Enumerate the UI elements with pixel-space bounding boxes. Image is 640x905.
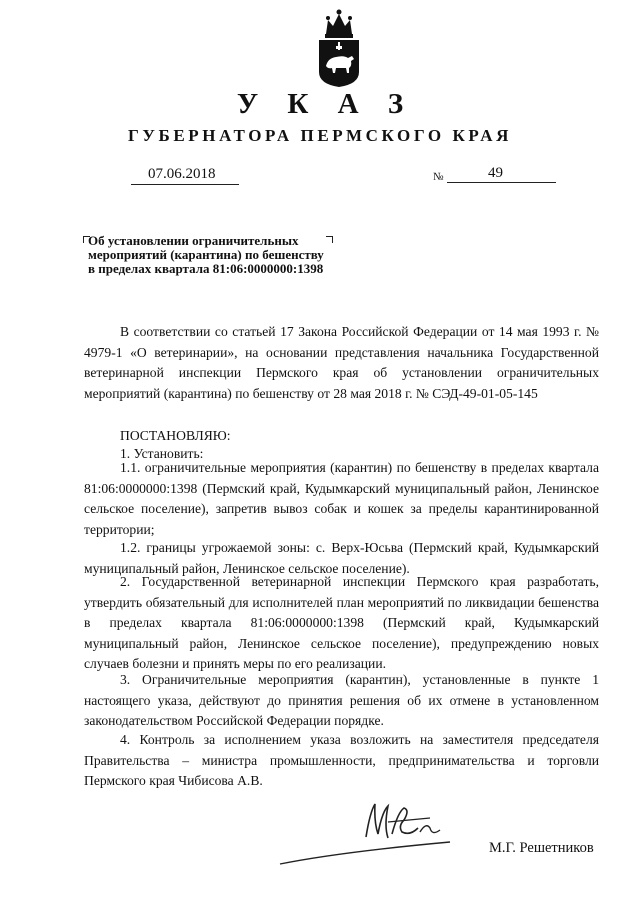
coat-of-arms-icon: [316, 6, 362, 88]
intro-paragraph: В соответствии со статьей 17 Закона Российской Федерации от 14 мая 1993 г. № 4979-1 «О ветеринарии», на основании представления начальника Государственной ветеринарной инспекции Пермского края об установлении ограничительных мероприятий (карантина) по бешенству от 28 мая 2018 г. № СЭД-49-01-05-145: [84, 324, 599, 401]
paragraph-1-2: 1.2. границы угрожаемой зоны: с. Верх-Юсьва (Пермский край, Кудымкарский муниципальный район, Ленинское сельское поселение).: [84, 540, 599, 576]
handwritten-signature-icon: [270, 792, 460, 874]
document-date: 07.06.2018: [148, 166, 216, 182]
decree-word: ПОСТАНОВЛЯЮ:: [120, 428, 231, 443]
paragraph-4: 4. Контроль за исполнением указа возложить на заместителя председателя Правительства – министра промышленности, предпринимательства и торговли Пермского края Чибисова А.В.: [84, 732, 599, 789]
number-underline: [447, 182, 556, 183]
subject-line: мероприятий (карантина) по бешенству: [88, 247, 324, 262]
document-title: У К А З: [236, 88, 415, 120]
subject-line: в пределах квартала 81:06:0000000:1398: [88, 261, 324, 276]
paragraph-3: 3. Ограничительные мероприятия (карантин), установленные в пункте 1 настоящего указа, действуют до принятия решения об их отмене в установленном законодательством Российской Федерации порядке.: [84, 672, 599, 729]
document-number: 49: [488, 165, 503, 181]
paragraph-1: 1. Установить:: [120, 446, 204, 461]
document-subject: [88, 234, 324, 276]
number-sign: №: [433, 171, 444, 183]
subject-line: Об установлении ограничительных: [88, 233, 299, 248]
date-underline: [131, 184, 239, 185]
paragraph-2: 2. Государственной ветеринарной инспекции Пермского края разработать, утвердить обязательный для исполнителей план мероприятий по ликвидации бешенства в пределах квартала 81:06:0000000:1398 (Пермский край, Кудымкарский муниципальный район, Ленинское сельское поселение), предупреждению новых случаев болезни и принять меры по его реализации.: [84, 574, 599, 672]
subject-bracket-right: [326, 236, 333, 243]
paragraph-1-1: 1.1. ограничительные мероприятия (карантин) по бешенству в пределах квартала 81:06:0000000:1398 (Пермский край, Кудымкарский муниципальный район, Ленинское сельское поселение), запретив вывоз собак и кошек за пределы карантинированной территории;: [84, 460, 599, 537]
signatory-name: М.Г. Решетников: [489, 840, 594, 856]
document-issuer: ГУБЕРНАТОРА ПЕРМСКОГО КРАЯ: [128, 126, 512, 145]
